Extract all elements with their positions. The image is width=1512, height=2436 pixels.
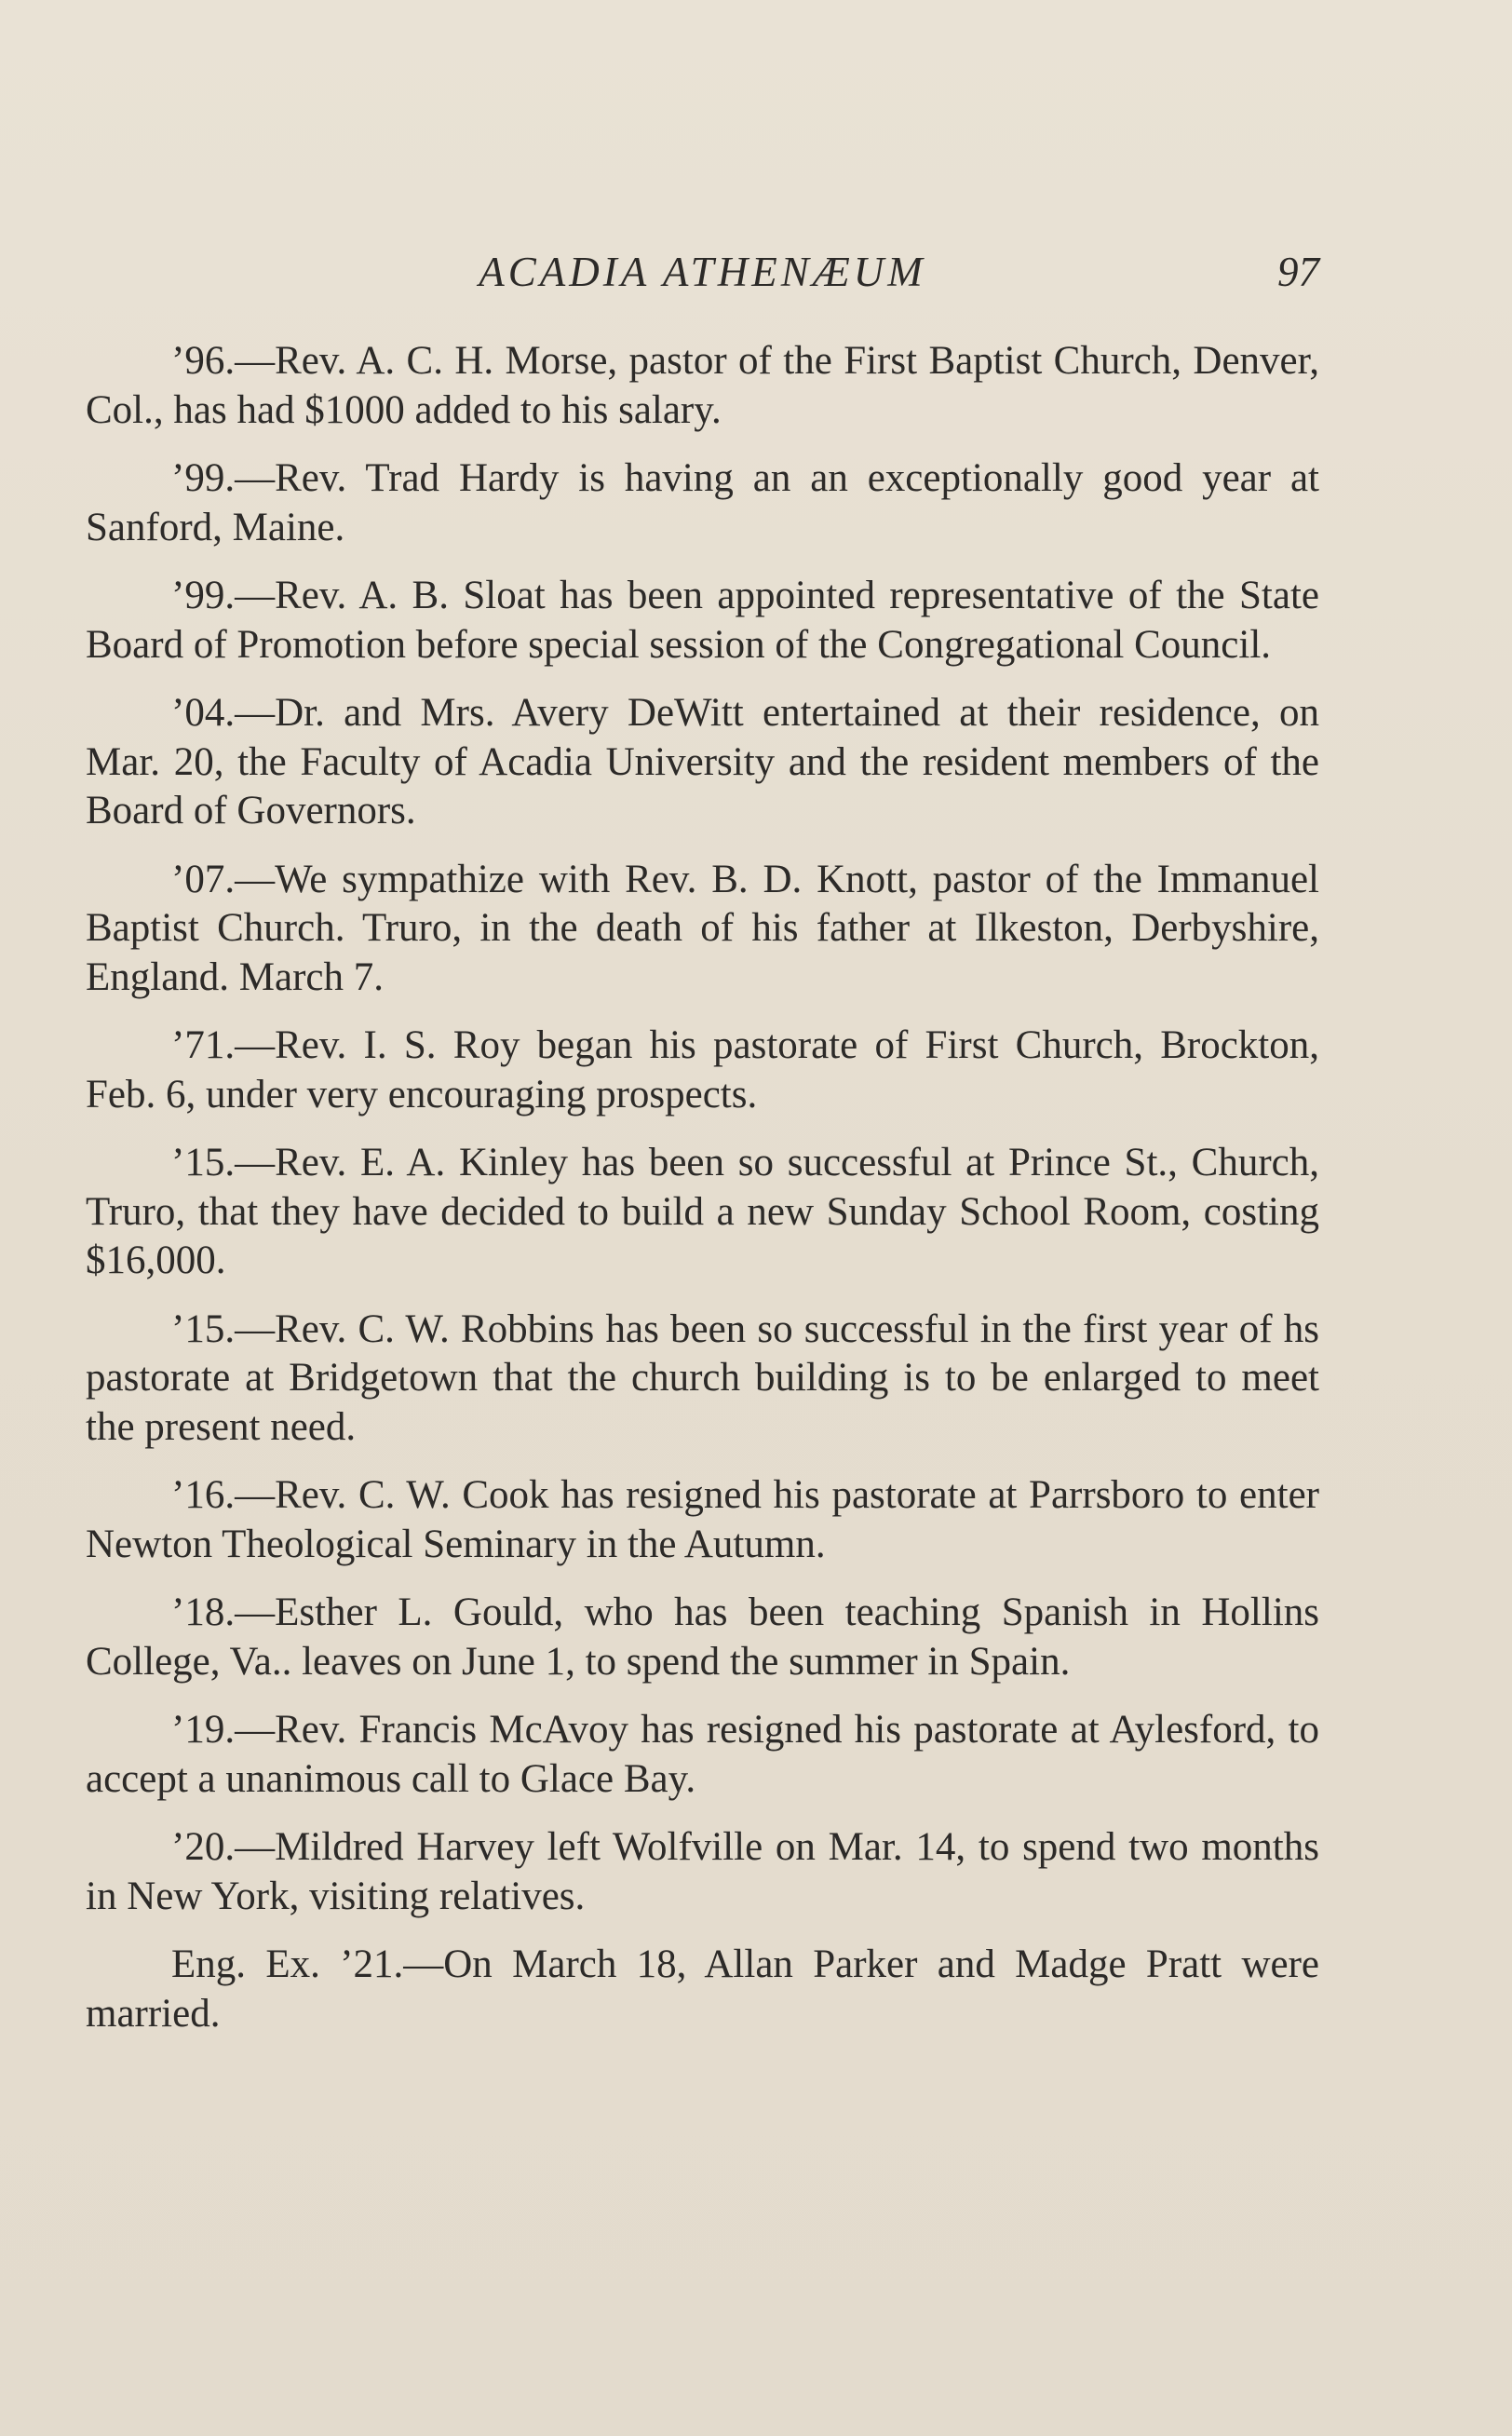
alumni-note: Eng. Ex. ’21.—On March 18, Allan Parker and Madge Pratt were married. (86, 1942, 1319, 2036)
alumni-note: ’16.—Rev. C. W. Cook has resigned his pastorate at Parrsboro to enter Newton Theological Seminary in the Autumn. (86, 1473, 1319, 1566)
alumni-note: ’20.—Mildred Harvey left Wolfville on Mar. 14, to spend two months in New York, visiting relatives. (86, 1825, 1319, 1918)
alumni-note: ’96.—Rev. A. C. H. Morse, pastor of the First Baptist Church, Denver, Col., has had $1000 added to his salary. (86, 339, 1319, 432)
page-header (86, 244, 1319, 300)
alumni-note: ’99.—Rev. Trad Hardy is having an an exceptionally good year at Sanford, Maine. (86, 456, 1319, 549)
alumni-note: ’71.—Rev. I. S. Roy began his pastorate of First Church, Brockton, Feb. 6, under very encouraging prospects. (86, 1023, 1319, 1116)
alumni-note: ’07.—We sympathize with Rev. B. D. Knott, pastor of the Immanuel Baptist Church. Truro, in the death of his father at Ilkeston, Derbyshire, England. March 7. (86, 857, 1319, 999)
alumni-note: ’18.—Esther L. Gould, who has been teaching Spanish in Hollins College, Va.. leaves on June 1, to spend the summer in Spain. (86, 1590, 1319, 1684)
alumni-note: ’15.—Rev. C. W. Robbins has been so successful in the first year of hs pastorate at Bridgetown that the church building is to be enlarged to meet the present need. (86, 1306, 1319, 1449)
alumni-note: ’19.—Rev. Francis McAvoy has resigned his pastorate at Aylesford, to accept a unanimous call to Glace Bay. (86, 1708, 1319, 1801)
running-title: ACADIA ATHENÆUM (479, 249, 926, 295)
alumni-note: ’99.—Rev. A. B. Sloat has been appointed representative of the State Board of Promotion before special session of the Congregational Council. (86, 574, 1319, 667)
alumni-note: ’15.—Rev. E. A. Kinley has been so successful at Prince St., Church, Truro, that they have decided to build a new Sunday School Room, costing $16,000. (86, 1141, 1319, 1282)
alumni-note: ’04.—Dr. and Mrs. Avery DeWitt entertained at their residence, on Mar. 20, the Faculty of Acadia University and the resident members of the Board of Governors. (86, 691, 1319, 832)
alumni-notes (86, 337, 1319, 2038)
page-number: 97 (1277, 249, 1319, 295)
